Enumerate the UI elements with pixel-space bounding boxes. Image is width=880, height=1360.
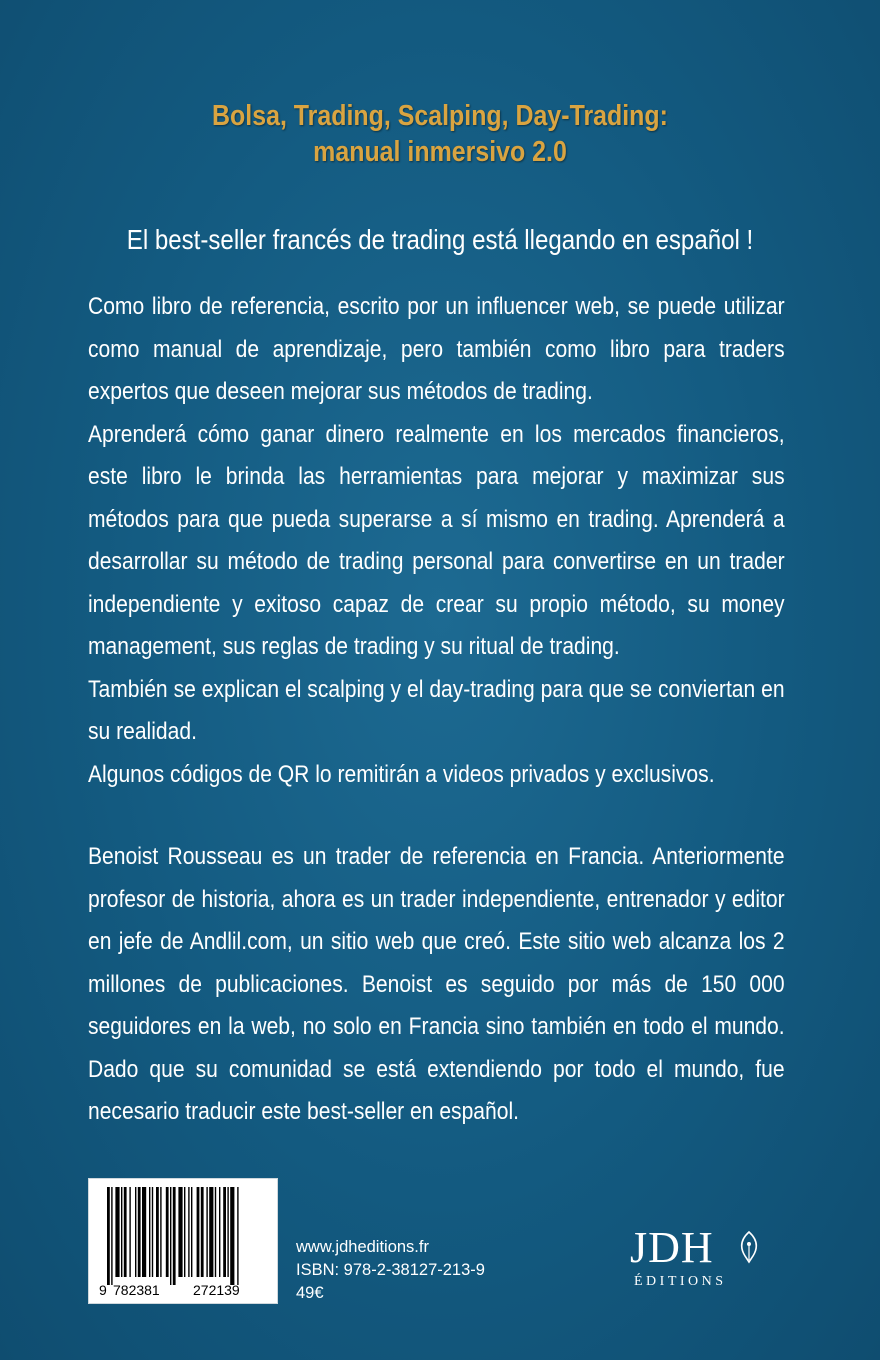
logo-subtitle: ÉDITIONS xyxy=(634,1274,727,1289)
publisher-logo xyxy=(630,1223,770,1306)
barcode-digit-lead: 9 xyxy=(99,1282,107,1298)
book-title-line-2: manual inmersivo 2.0 xyxy=(313,136,567,168)
intro-paragraph-1: Como libro de referencia, escrito por un influencer web, se puede utilizar como manual de aprendizaje, pero también como libro para traders expertos que deseen mejorar sus métodos de trading. xyxy=(88,293,785,405)
intro-blurb xyxy=(88,286,785,796)
publication-info xyxy=(296,1236,485,1305)
barcode-digits-right: 272139 xyxy=(193,1282,240,1298)
barcode-digits-left: 782381 xyxy=(113,1282,160,1298)
tagline: El best-seller francés de trading está llegando en español ! xyxy=(126,224,754,255)
book-title-line-1: Bolsa, Trading, Scalping, Day-Trading: xyxy=(212,100,668,132)
isbn-barcode xyxy=(88,1178,278,1304)
fountain-pen-nib-icon xyxy=(736,1230,762,1264)
author-bio-text: Benoist Rousseau es un trader de referencia en Francia. Anteriormente profesor de historia, ahora es un trader independiente, entrenador y editor en jefe de Andlil.com, un sitio web que creó. Este sitio web alcanza los 2 millones de publicaciones. Benoist es seguido por más de 150 000 seguidores en la web, no solo en Francia sino también en todo el mundo. Dado que su comunidad se está extendiendo por todo el mundo, fue necesario traducir este best-seller en español. xyxy=(88,843,785,1125)
price: 49€ xyxy=(296,1284,324,1302)
book-title xyxy=(62,98,819,170)
barcode-graphic xyxy=(89,1179,277,1303)
isbn-number: ISBN: 978-2-38127-213-9 xyxy=(296,1261,485,1279)
logo-wordmark: JDH xyxy=(630,1223,714,1272)
intro-paragraph-3: También se explican el scalping y el day-trading para que se conviertan en su realidad. xyxy=(88,675,785,745)
publisher-website: www.jdheditions.fr xyxy=(296,1238,429,1256)
intro-paragraph-4: Algunos códigos de QR lo remitirán a videos privados y exclusivos. xyxy=(88,760,715,788)
author-bio xyxy=(88,836,785,1134)
intro-paragraph-2: Aprenderá cómo ganar dinero realmente en los mercados financieros, este libro le brinda las herramientas para mejorar y maximizar sus métodos para que pueda superarse a sí mismo en trading. Aprenderá a desarrollar su método de trading personal para convertirse en un trader independiente y exitoso capaz de crear su propio método, su money management, sus reglas de trading y su ritual de trading. xyxy=(88,420,785,660)
